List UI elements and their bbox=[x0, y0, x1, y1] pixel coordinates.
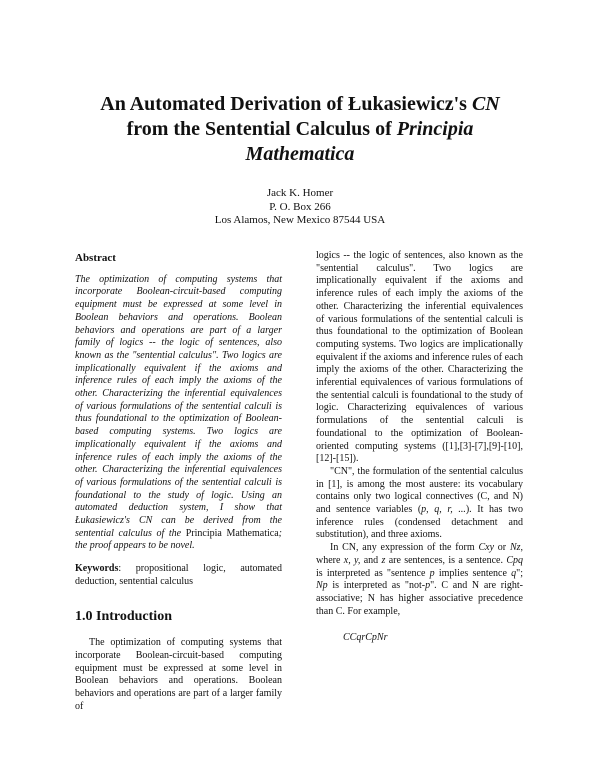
author-address-line-1: P. O. Box 266 bbox=[269, 200, 331, 213]
keywords: Keywords: propositional logic, automated deduction, sentential calculus bbox=[75, 563, 282, 587]
paper-title bbox=[60, 92, 540, 167]
section-heading-introduction: 1.0 Introduction bbox=[75, 608, 172, 624]
intro-paragraph: The optimization of computing systems that incorporate Boolean-circuit-based computing equipment must be expressed at some level in Boolean behaviors and operations. Boolean behaviors and operations are part of a larger family of bbox=[75, 637, 282, 712]
right-column bbox=[316, 250, 523, 645]
title-line-1: An Automated Derivation of Łukasiewicz's CN bbox=[100, 93, 500, 115]
keywords-label: Keywords bbox=[75, 563, 119, 575]
example-formula: CCqrCpNr bbox=[343, 632, 388, 644]
abstract-body: The optimization of computing systems that incorporate Boolean-circuit-based computing equipment must be expressed at some level in Boolean behaviors and operations. Boolean behaviors and operations are part of a larger family of logics -- the logic of sentences, also known as the "sentential calculus". Two logics are implicationally equivalent if the axioms and inference rules of each imply the axioms of the other. Characterizing the inferential equivalences of various formulations of the sentential calculi is thus foundational to the optimization of Boolean-based computing systems. Two logics are implicationally equivalent if the axioms and inference rules of each imply the axioms of the other. Characterizing the inferential equivalences of various formulations of the sentential calculi is foundational to the study of logic. Using an automated deduction system, I show that Łukasiewicz's CN can be derived from the sentential calculus of the Principia Mathematica; the proof appears to be novel. bbox=[75, 273, 282, 552]
right-paragraph-2: "CN", the formulation of the sentential calculus in [1], is among the most austere: its vocabulary contains only two logical connectives (C, and N) and sentence variables (p, q, r, ...). It has two inference rules (condensed detachment and substitution), and three axioms. bbox=[316, 465, 523, 541]
author-name: Jack K. Homer bbox=[266, 187, 334, 199]
left-column bbox=[75, 250, 282, 714]
author-block bbox=[100, 187, 500, 228]
right-paragraph-3: In CN, any expression of the form Cxy or Nz, where x, y, and z are sentences, is a sentence. Cpq is interpreted as "sentence p implies sentence q"; Np is interpreted as "not-p". C and N are right-associative; N has higher associative precedence than C. For example, bbox=[316, 542, 523, 617]
abstract-heading: Abstract bbox=[75, 252, 116, 264]
title-line-3: Mathematica bbox=[245, 143, 355, 165]
title-line-2: from the Sentential Calculus of Principia bbox=[126, 118, 474, 140]
author-address-line-2: Los Alamos, New Mexico 87544 USA bbox=[214, 214, 386, 226]
right-paragraph-1: logics -- the logic of sentences, also known as the "sentential calculus". Two logics are implicationally equivalent if the axioms and inference rules of each imply the axioms of the other. Characterizing the inferential equivalences of various formulations of the sentential calculi is thus foundational to the optimization of Boolean computing systems. Two logics are implicationally equivalent if the axioms and inference rules of each imply the axioms of the other. Characterizing the inferential equivalences of various formulations of the sentential calculi is foundational to the study of logic. Characterizing equivalences of various formulations of the sentential calculi is foundational to the optimization of Boolean-oriented computing systems ([1],[3]-[7],[9]-[10],[12]-[15]). bbox=[316, 250, 523, 465]
